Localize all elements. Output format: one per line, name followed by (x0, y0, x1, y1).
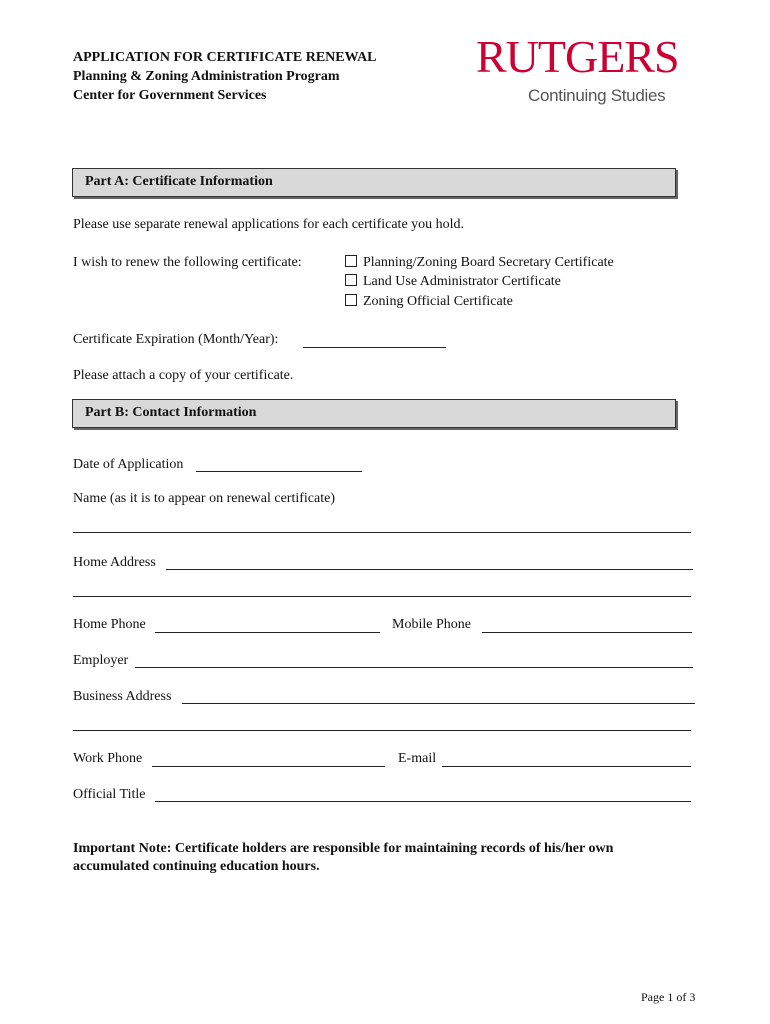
home-address-field[interactable] (166, 569, 693, 570)
business-address-field-line-2[interactable] (73, 730, 691, 731)
home-phone-field[interactable] (155, 632, 380, 633)
employer-field[interactable] (135, 667, 693, 668)
continuing-studies-logo-text: Continuing Studies (528, 86, 666, 105)
option-board-secretary[interactable]: Planning/Zoning Board Secretary Certificate (345, 254, 614, 272)
work-phone-label: Work Phone (73, 751, 143, 766)
email-label: E-mail (398, 751, 437, 766)
checkbox-icon[interactable] (345, 274, 357, 286)
official-title-label: Official Title (73, 787, 146, 802)
name-label: Name (as it is to appear on renewal certificate) (73, 491, 335, 506)
part-a-heading: Part A: Certificate Information (85, 174, 273, 189)
employer-label: Employer (73, 653, 129, 668)
expiration-field[interactable] (303, 347, 446, 348)
checkbox-icon[interactable] (345, 294, 357, 306)
date-field[interactable] (196, 471, 362, 472)
mobile-phone-field[interactable] (482, 632, 692, 633)
work-phone-field[interactable] (152, 766, 385, 767)
name-field[interactable] (73, 532, 691, 533)
program-name: Planning & Zoning Administration Program (73, 69, 340, 84)
renew-label: I wish to renew the following certificate: (73, 255, 302, 270)
official-title-field[interactable] (155, 801, 691, 802)
rutgers-logo: RUTGERS (476, 31, 679, 82)
expiration-label: Certificate Expiration (Month/Year): (73, 332, 279, 347)
part-a-heading-bar (72, 168, 676, 197)
business-address-label: Business Address (73, 689, 172, 704)
part-b-heading-bar (72, 399, 676, 428)
date-label: Date of Application (73, 457, 184, 472)
home-address-label: Home Address (73, 555, 156, 570)
part-a-instruction: Please use separate renewal applications for each certificate you hold. (73, 217, 465, 232)
part-b-heading: Part B: Contact Information (85, 405, 257, 420)
home-address-field-line-2[interactable] (73, 596, 691, 597)
email-field[interactable] (442, 766, 691, 767)
center-name: Center for Government Services (73, 88, 267, 103)
option-zoning-official[interactable]: Zoning Official Certificate (345, 293, 513, 311)
checkbox-icon[interactable] (345, 255, 357, 267)
mobile-phone-label: Mobile Phone (392, 617, 471, 632)
document-title: APPLICATION FOR CERTIFICATE RENEWAL (73, 50, 377, 65)
attach-note: Please attach a copy of your certificate. (73, 368, 294, 383)
business-address-field[interactable] (182, 703, 695, 704)
home-phone-label: Home Phone (73, 617, 146, 632)
important-note: Important Note: Certificate holders are responsible for maintaining records of his/her own accumulated continuing education hours. (73, 841, 614, 874)
option-land-use-administrator[interactable]: Land Use Administrator Certificate (345, 273, 561, 291)
page-number: Page 1 of 3 (641, 990, 696, 1004)
